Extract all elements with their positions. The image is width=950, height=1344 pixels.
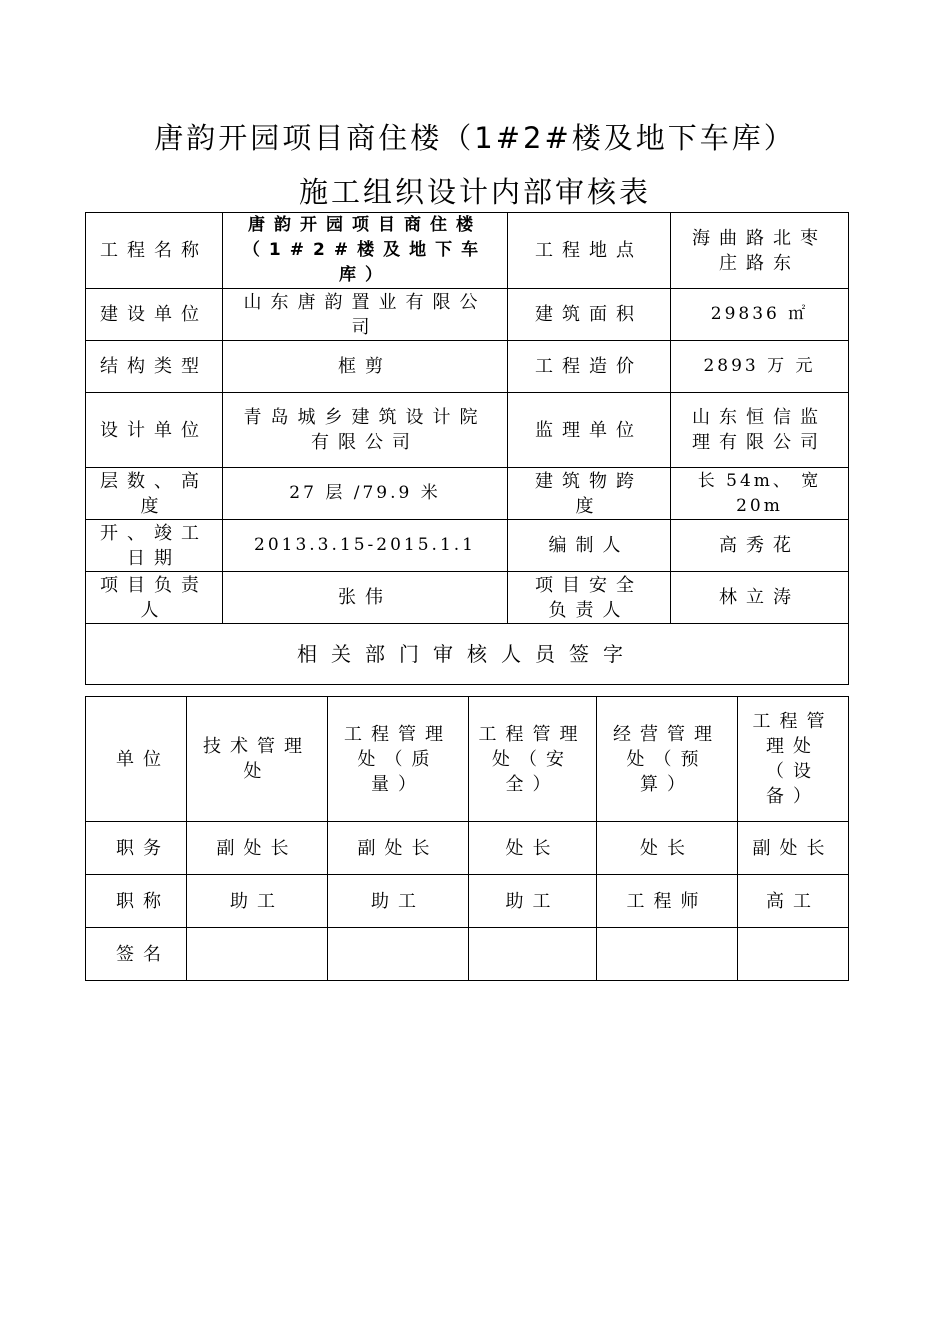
dept-position: 副处长	[738, 822, 849, 875]
table-row	[86, 572, 849, 624]
area-value: 29836 ㎡	[671, 289, 849, 341]
cost-label: 工程造价	[508, 341, 671, 393]
manager-label: 项目负责人	[86, 572, 223, 624]
dates-label: 开、竣工日期	[86, 520, 223, 572]
document-title: 唐韵开园项目商住楼（1#2#楼及地下车库）	[154, 121, 796, 155]
dept-rank: 助工	[469, 875, 597, 928]
rank-label: 职称	[86, 875, 187, 928]
editor-label: 编制人	[508, 520, 671, 572]
safety-value: 林立涛	[671, 572, 849, 624]
signature-field[interactable]	[469, 928, 597, 981]
location-label: 工程地点	[508, 213, 671, 289]
dept-unit: 经营管理处（预算）	[597, 697, 738, 822]
floors-value: 27 层 /79.9 米	[223, 468, 508, 520]
table-row	[86, 822, 849, 875]
dates-value: 2013.3.15-2015.1.1	[223, 520, 508, 572]
span-label: 建筑物跨度	[508, 468, 671, 520]
dept-unit: 技术管理处	[187, 697, 328, 822]
dept-rank: 助工	[328, 875, 469, 928]
cost-value: 2893 万 元	[671, 341, 849, 393]
document-subtitle: 施工组织设计内部审核表	[298, 175, 651, 209]
supervisor-value: 山东恒信监理有限公司	[671, 393, 849, 468]
span-value: 长 54m、 宽 20m	[671, 468, 849, 520]
editor-value: 高秀花	[671, 520, 849, 572]
project-info-table	[85, 212, 849, 685]
supervisor-label: 监理单位	[508, 393, 671, 468]
area-label: 建筑面积	[508, 289, 671, 341]
signature-field[interactable]	[328, 928, 469, 981]
table-row	[86, 393, 849, 468]
builder-label: 建设单位	[86, 289, 223, 341]
signature-label: 签名	[86, 928, 187, 981]
table-row	[86, 520, 849, 572]
table-row	[86, 468, 849, 520]
dept-unit: 工程管理处（质量）	[328, 697, 469, 822]
project-name-value: 唐韵开园项目商住楼（1#2#楼及地下车库）	[223, 213, 508, 289]
table-row	[86, 341, 849, 393]
dept-rank: 高工	[738, 875, 849, 928]
project-name-label: 工程名称	[86, 213, 223, 289]
dept-position: 副处长	[328, 822, 469, 875]
table-row	[86, 289, 849, 341]
dept-unit: 工程管理处（安全）	[469, 697, 597, 822]
dept-position: 处长	[597, 822, 738, 875]
table-row	[86, 875, 849, 928]
location-value: 海曲路北枣庄路东	[671, 213, 849, 289]
signature-table	[85, 696, 849, 981]
unit-label: 单位	[86, 697, 187, 822]
signature-field[interactable]	[187, 928, 328, 981]
table-row	[86, 213, 849, 289]
signature-field[interactable]	[597, 928, 738, 981]
floors-label: 层数、高度	[86, 468, 223, 520]
dept-rank: 工程师	[597, 875, 738, 928]
structure-value: 框剪	[223, 341, 508, 393]
designer-value: 青岛城乡建筑设计院有限公司	[223, 393, 508, 468]
dept-position: 处长	[469, 822, 597, 875]
table-row	[86, 624, 849, 685]
position-label: 职务	[86, 822, 187, 875]
manager-value: 张伟	[223, 572, 508, 624]
safety-label: 项目安全负责人	[508, 572, 671, 624]
dept-unit: 工程管理处（设备）	[738, 697, 849, 822]
table-row	[86, 697, 849, 822]
designer-label: 设计单位	[86, 393, 223, 468]
builder-value: 山东唐韵置业有限公司	[223, 289, 508, 341]
signature-field[interactable]	[738, 928, 849, 981]
structure-label: 结构类型	[86, 341, 223, 393]
section-title: 相关部门审核人员签字	[86, 624, 849, 685]
dept-position: 副处长	[187, 822, 328, 875]
dept-rank: 助工	[187, 875, 328, 928]
table-row	[86, 928, 849, 981]
